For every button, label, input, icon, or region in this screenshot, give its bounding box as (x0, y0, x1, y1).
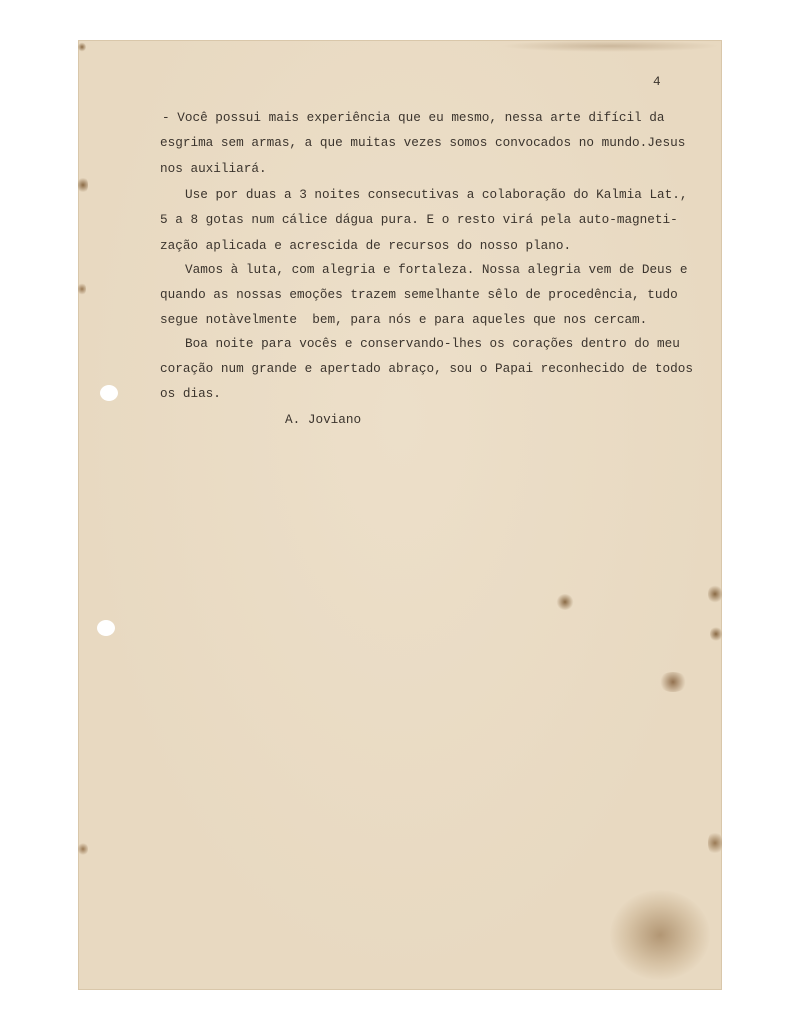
stain (78, 282, 86, 296)
stain (556, 594, 574, 610)
paper-sheet (78, 40, 722, 990)
text-line: zação aplicada e acrescida de recursos do nosso plano. (160, 238, 572, 253)
text-line: esgrima sem armas, a que muitas vezes somos convocados no mundo.Jesus (160, 135, 686, 150)
stain (78, 176, 88, 194)
signature: A. Joviano (285, 412, 362, 427)
text-line: os dias. (160, 386, 221, 401)
punch-hole (100, 385, 118, 401)
stain (78, 842, 88, 856)
stain (708, 584, 722, 604)
stain (658, 672, 688, 692)
text-line: coração num grande e apertado abraço, sou o Papai reconhecido de todos (160, 361, 693, 376)
stain (710, 626, 722, 642)
text-line: quando as nossas emoções trazem semelhante sêlo de procedência, tudo (160, 287, 678, 302)
punch-hole (97, 620, 115, 636)
page-number: 4 (653, 74, 661, 89)
text-line: segue notàvelmente bem, para nós e para aqueles que nos cercam. (160, 312, 648, 327)
text-line: - Você possui mais experiência que eu mesmo, nessa arte difícil da (162, 110, 665, 125)
stain (500, 40, 720, 52)
text-line: nos auxiliará. (160, 161, 267, 176)
text-line: 5 a 8 gotas num cálice dágua pura. E o resto virá pela auto-magneti- (160, 212, 678, 227)
stain (610, 890, 710, 980)
text-line: Boa noite para vocês e conservando-lhes os corações dentro do meu (185, 336, 680, 351)
stain (78, 42, 86, 52)
text-line: Use por duas a 3 noites consecutivas a colaboração do Kalmia Lat., (185, 187, 688, 202)
text-line: Vamos à luta, com alegria e fortaleza. Nossa alegria vem de Deus e (185, 262, 688, 277)
stain (708, 830, 722, 856)
